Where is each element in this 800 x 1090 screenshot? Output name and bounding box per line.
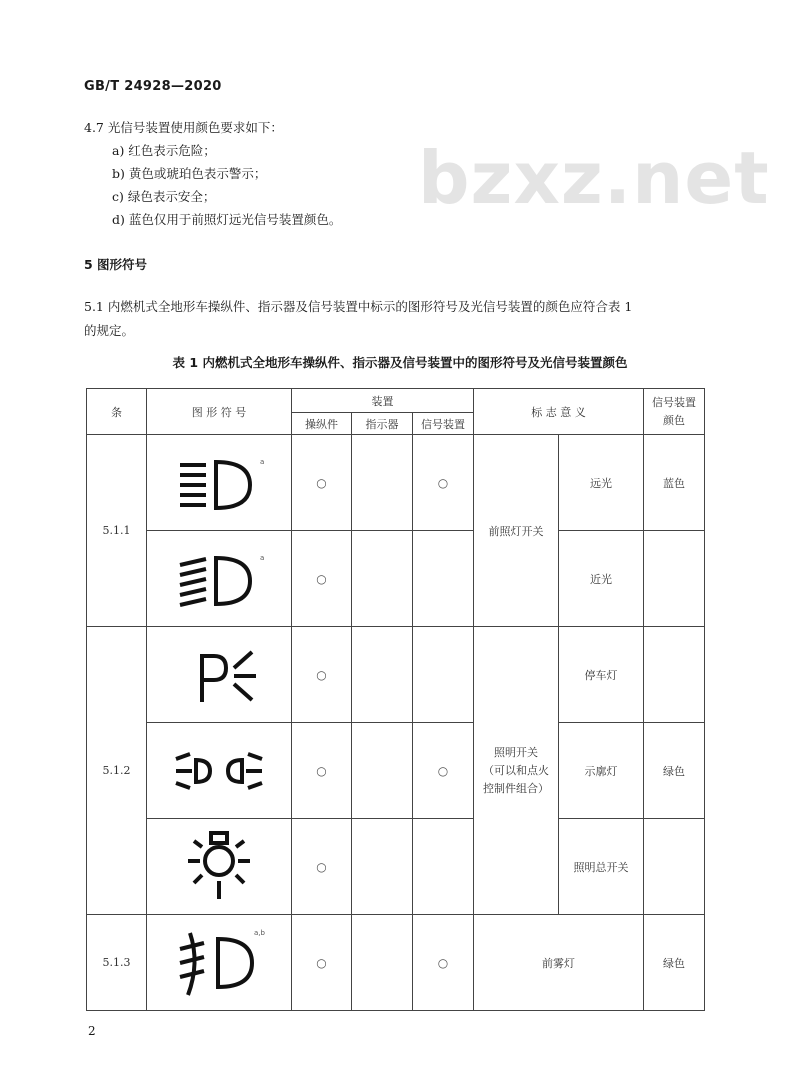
control-mark: ○ — [292, 627, 352, 723]
table-row — [87, 723, 705, 819]
table-caption: 表 1 内燃机式全地形车操纵件、指示器及信号装置中的图形符号及光信号装置颜色 — [172, 355, 628, 370]
signal-mark: ○ — [413, 435, 474, 531]
indicator-mark — [352, 531, 413, 627]
symbol-cell — [147, 723, 292, 819]
control-mark: ○ — [292, 435, 352, 531]
standard-code: GB/T 24928—2020 — [84, 79, 222, 94]
meaning-cell: 停车灯 — [559, 627, 644, 723]
color-cell — [644, 819, 705, 915]
clause-cell: 5.1.1 — [87, 435, 147, 627]
meaning-cell: 照明总开关 — [559, 819, 644, 915]
signal-mark — [413, 531, 474, 627]
header-signal: 信号装置 — [413, 413, 474, 435]
header-device: 装置 — [292, 389, 474, 413]
symbol-cell — [147, 915, 292, 1011]
position-lamp-icon — [164, 736, 274, 806]
header-signal-color — [644, 389, 705, 435]
master-light-switch-icon — [164, 827, 274, 907]
table-row — [87, 435, 705, 531]
section-5-heading: 5 图形符号 — [84, 257, 148, 272]
clause-5-1-line1: 5.1 内燃机式全地形车操纵件、指示器及信号装置中标示的图形符号及光信号装置的颜色应符合表 1 — [84, 299, 633, 314]
meaning-cell: 前雾灯 — [474, 915, 644, 1011]
list-item-c: c) 绿色表示安全； — [112, 189, 216, 204]
symbol-cell — [147, 435, 292, 531]
indicator-mark — [352, 627, 413, 723]
list-item-b: b) 黄色或琥珀色表示警示； — [112, 166, 267, 181]
group-line: 控制件组合） — [483, 781, 550, 795]
signal-mark — [413, 819, 474, 915]
clause-4-7-heading: 4.7 光信号装置使用颜色要求如下： — [84, 120, 283, 135]
clause-cell: 5.1.3 — [87, 915, 147, 1011]
header-meaning: 标 志 意 义 — [474, 389, 644, 435]
symbol-note: a,b — [254, 928, 265, 937]
meaning-cell: 示廓灯 — [559, 723, 644, 819]
table-row — [87, 627, 705, 723]
control-mark: ○ — [292, 915, 352, 1011]
meaning-group: 前照灯开关 — [474, 435, 559, 627]
group-line: 照明开关 — [494, 745, 539, 759]
symbol-cell — [147, 819, 292, 915]
symbol-note: a — [260, 553, 265, 562]
front-fog-lamp-icon — [164, 925, 274, 1001]
color-cell: 蓝色 — [644, 435, 705, 531]
control-mark: ○ — [292, 531, 352, 627]
signal-mark: ○ — [413, 915, 474, 1011]
header-indicator: 指示器 — [352, 413, 413, 435]
symbol-cell — [147, 627, 292, 723]
high-beam-icon — [164, 448, 274, 518]
table-row — [87, 819, 705, 915]
parking-lamp-icon — [164, 640, 274, 710]
list-item-a: a) 红色表示危险； — [112, 143, 216, 158]
color-cell: 绿色 — [644, 723, 705, 819]
control-mark: ○ — [292, 723, 352, 819]
control-mark: ○ — [292, 819, 352, 915]
symbol-note: a — [260, 457, 265, 466]
header-clause: 条 — [87, 389, 147, 435]
indicator-mark — [352, 435, 413, 531]
table-row — [87, 915, 705, 1011]
indicator-mark — [352, 723, 413, 819]
symbol-table — [86, 388, 705, 1011]
page-number: 2 — [88, 1024, 96, 1038]
low-beam-icon — [164, 544, 274, 614]
indicator-mark — [352, 819, 413, 915]
symbol-cell — [147, 531, 292, 627]
watermark: bzxz.net — [418, 136, 770, 220]
header-color-line1: 信号装置 — [652, 395, 697, 409]
meaning-cell: 远光 — [559, 435, 644, 531]
header-control: 操纵件 — [292, 413, 352, 435]
signal-mark — [413, 627, 474, 723]
clause-cell: 5.1.2 — [87, 627, 147, 915]
group-line: （可以和点火 — [483, 763, 550, 777]
header-color-line2: 颜色 — [663, 413, 686, 427]
list-item-d: d) 蓝色仅用于前照灯远光信号装置颜色。 — [112, 212, 342, 227]
color-cell — [644, 531, 705, 627]
color-cell: 绿色 — [644, 915, 705, 1011]
header-symbol: 图 形 符 号 — [147, 389, 292, 435]
meaning-group — [474, 627, 559, 915]
table-row — [87, 531, 705, 627]
signal-mark: ○ — [413, 723, 474, 819]
indicator-mark — [352, 915, 413, 1011]
color-cell — [644, 627, 705, 723]
meaning-cell: 近光 — [559, 531, 644, 627]
clause-5-1-line2: 的规定。 — [84, 323, 135, 338]
